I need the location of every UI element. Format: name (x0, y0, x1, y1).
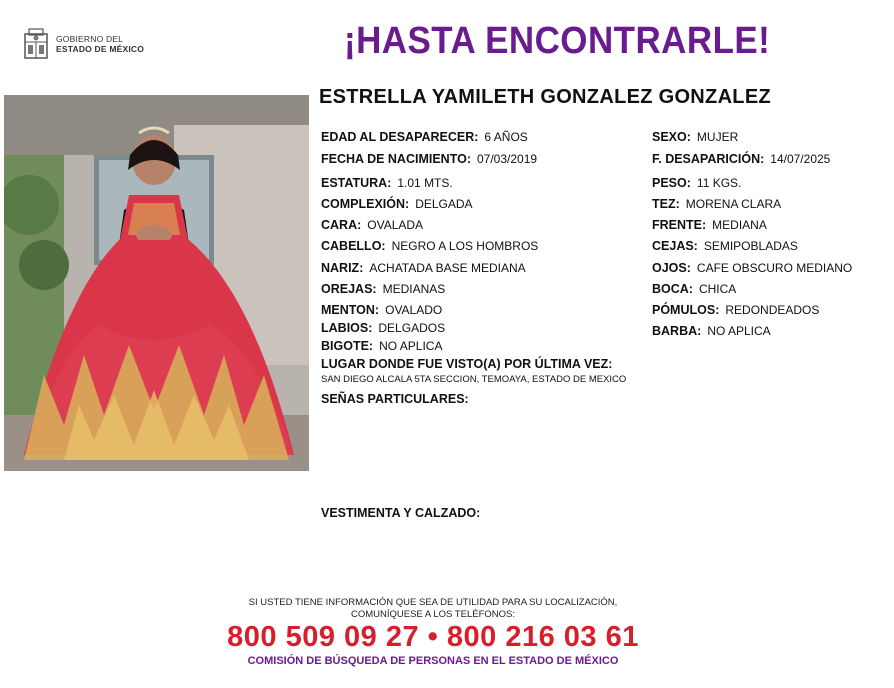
field-ojos (652, 261, 852, 275)
person-name: ESTRELLA YAMILETH GONZALEZ GONZALEZ (319, 86, 771, 108)
comision-busqueda: COMISIÓN DE BÚSQUEDA DE PERSONAS EN EL ESTADO DE MÉXICO (247, 655, 619, 667)
field-value: OVALADO (385, 303, 443, 317)
field-value: NEGRO A LOS HOMBROS (391, 239, 539, 253)
contact-phones[interactable]: 800 509 09 27 • 800 216 03 61 (227, 621, 639, 653)
field-label: PÓMULOS: (652, 303, 720, 317)
field-value: MUJER (696, 130, 739, 144)
field-bigote (321, 339, 442, 353)
field-value: 14/07/2025 (770, 152, 831, 166)
field-cabello (321, 239, 538, 253)
coat-of-arms-icon (22, 28, 50, 60)
field-boca (652, 282, 736, 296)
field-value: MEDIANAS (382, 282, 446, 296)
field-value: NO APLICA (379, 339, 443, 353)
field-label: EDAD AL DESAPARECER: (321, 130, 479, 144)
last-seen-value: SAN DIEGO ALCALA 5TA SECCION, TEMOAYA, ESTADO DE MEXICO (321, 374, 627, 385)
field-orejas (321, 282, 445, 296)
field-sexo (652, 130, 738, 144)
field-value: 1.01 MTS. (397, 176, 453, 190)
field-value: CAFE OBSCURO MEDIANO (696, 261, 853, 275)
field-edad (321, 130, 528, 144)
gobierno-logo (22, 28, 144, 60)
field-label: NARIZ: (321, 261, 364, 275)
field-label: COMPLEXIÓN: (321, 197, 410, 211)
field-value: REDONDEADOS (725, 303, 820, 317)
field-label: CARA: (321, 218, 362, 232)
field-fecha-nacimiento (321, 152, 537, 166)
field-barba (652, 324, 771, 338)
field-label: BOCA: (652, 282, 693, 296)
logo-line1: GOBIERNO DEL (56, 34, 124, 44)
field-cejas (652, 239, 798, 253)
field-value: CHICA (698, 282, 737, 296)
field-value: MEDIANA (712, 218, 767, 232)
field-value: MORENA CLARA (685, 197, 782, 211)
field-pomulos (652, 303, 819, 317)
field-value: 6 AÑOS (484, 130, 528, 144)
field-label: MENTON: (321, 303, 380, 317)
field-value: DELGADA (415, 197, 473, 211)
field-label: OREJAS: (321, 282, 377, 296)
field-value: 07/03/2019 (477, 152, 538, 166)
field-label: BARBA: (652, 324, 702, 338)
field-label: TEZ: (652, 197, 680, 211)
field-label: CEJAS: (652, 239, 698, 253)
footer-info-line1: SI USTED TIENE INFORMACIÓN QUE SEA DE UTILIDAD PARA SU LOCALIZACIÓN, (248, 597, 618, 608)
field-cara (321, 218, 423, 232)
field-value: DELGADOS (378, 321, 446, 335)
field-menton (321, 303, 442, 317)
field-label: OJOS: (652, 261, 691, 275)
field-estatura (321, 176, 453, 190)
field-complexion (321, 197, 473, 211)
headline: ¡HASTA ENCONTRARLE! (344, 20, 771, 62)
field-value: SEMIPOBLADAS (703, 239, 798, 253)
field-label: PESO: (652, 176, 691, 190)
field-nariz (321, 261, 526, 275)
footer-info-line2: COMUNÍQUESE A LOS TELÉFONOS: (350, 609, 515, 620)
field-frente (652, 218, 767, 232)
field-label: F. DESAPARICIÓN: (652, 152, 765, 166)
field-label: BIGOTE: (321, 339, 374, 353)
field-label: FRENTE: (652, 218, 707, 232)
field-value: OVALADA (367, 218, 424, 232)
logo-line2: ESTADO DE MÉXICO (56, 44, 145, 54)
missing-person-photo (4, 95, 309, 471)
field-label: FECHA DE NACIMIENTO: (321, 152, 471, 166)
field-value: ACHATADA BASE MEDIANA (369, 261, 526, 275)
field-labios (321, 321, 445, 335)
last-seen-label: LUGAR DONDE FUE VISTO(A) POR ÚLTIMA VEZ: (321, 357, 613, 371)
field-tez (652, 197, 781, 211)
vestimenta-label: VESTIMENTA Y CALZADO: (321, 506, 481, 520)
field-label: CABELLO: (321, 239, 386, 253)
senas-particulares-label: SEÑAS PARTICULARES: (321, 392, 469, 406)
field-value: NO APLICA (707, 324, 771, 338)
field-value: 11 KGS. (696, 176, 742, 190)
field-fecha-desaparicion (652, 152, 830, 166)
field-label: ESTATURA: (321, 176, 392, 190)
field-label: SEXO: (652, 130, 691, 144)
field-label: LABIOS: (321, 321, 373, 335)
field-peso (652, 176, 741, 190)
